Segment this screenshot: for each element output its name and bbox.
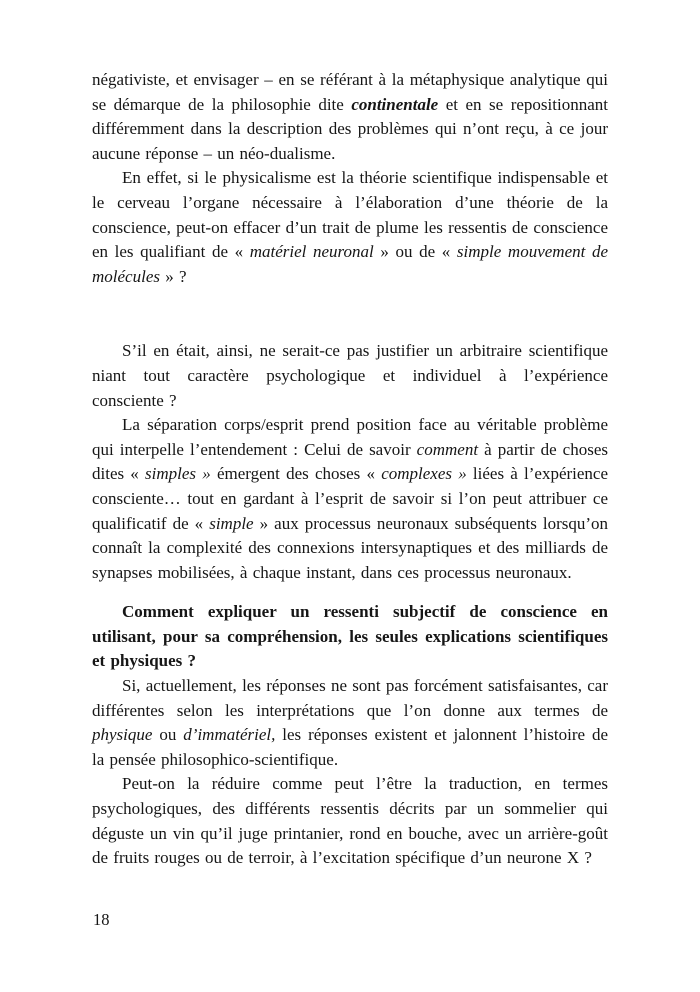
page-text — [92, 68, 608, 871]
text-run: ou — [152, 725, 184, 745]
text-run-italic: simple mouvement de molécules — [92, 242, 609, 286]
text-run: La séparation corps/esprit prend position face au véritable problème qui interpelle l’entendement : Celui de savoir — [92, 415, 608, 459]
text-run-bold: Comment expliquer un ressenti subjectif de conscience en utilisant, pour sa compréhension, les seules explications scientifiques et physiques ? — [92, 602, 608, 671]
text-run: émergent des choses « — [210, 464, 382, 484]
text-run: En effet, si le physicalisme est la théorie scientifique indispensable et le cerveau l’organe nécessaire à l’élaboration d’une théorie de la conscience, peut-on effacer d’un trait de plume les ressentis de conscience en les qualifiant de « — [92, 168, 608, 262]
text-run-italic: simple — [209, 513, 254, 533]
text-run: les réponses existent et jalonnent l’histoire de la pensée philosophico-scientifique. — [92, 725, 608, 769]
paragraph — [92, 772, 608, 870]
paragraph — [92, 339, 608, 413]
paragraph — [92, 413, 608, 585]
text-run: et en se repositionnant différemment dans la description des problèmes qui n’ont reçu, à ce jour aucune réponse – un néo-dualisme. — [92, 94, 608, 163]
text-run: » ou de « — [373, 242, 457, 262]
text-run: Peut-on la réduire comme peut l’être la traduction, en termes psychologiques, des différents ressentis décrits par un sommelier qui déguste un vin qu’il juge printanier, rond en bouche, avec un arrière-goût de fruits rouges ou de terroir, à l’excitation spécifique d’un neurone X ? — [92, 774, 608, 868]
text-run: S’il en était, ainsi, ne serait-ce pas justifier un arbitraire scientifique niant tout caractère psychologique et individuel à l’expérience consciente ? — [92, 341, 608, 410]
text-run: négativiste, et envisager – en se référant à la métaphysique analytique qui se démarque de la philosophie dite — [92, 70, 608, 114]
text-run-italic: physique — [92, 725, 153, 745]
paragraph-question-bold — [92, 600, 608, 674]
text-run-bold-italic: continentale — [351, 94, 439, 114]
text-run-italic: d’immatériel, — [183, 725, 276, 745]
paragraph — [92, 674, 608, 772]
text-run: liées à l’expérience consciente… tout en gardant à l’esprit de savoir si l’on peut attribuer ce qualificatif de « — [92, 464, 609, 533]
text-run-italic: matériel neuronal — [249, 242, 374, 262]
text-run-italic: complexes » — [381, 464, 467, 484]
text-run: » aux processus neuronaux subséquents lorsqu’on connaît la complexité des connexions intersynaptiques et des milliards de synapses mobilisées, à chaque instant, dans ces processus neuronaux. — [92, 513, 609, 582]
text-run-italic: simples » — [145, 464, 211, 484]
text-run: Si, actuellement, les réponses ne sont pas forcément satisfaisantes, car différentes selon les interprétations que l’on donne aux termes de — [92, 676, 608, 720]
paragraph — [92, 166, 608, 289]
text-run: à partir de choses dites « — [92, 439, 608, 484]
text-run-italic: comment — [416, 439, 479, 459]
page-number: 18 — [93, 910, 110, 929]
text-run: » ? — [159, 266, 187, 286]
paragraph — [92, 68, 608, 166]
